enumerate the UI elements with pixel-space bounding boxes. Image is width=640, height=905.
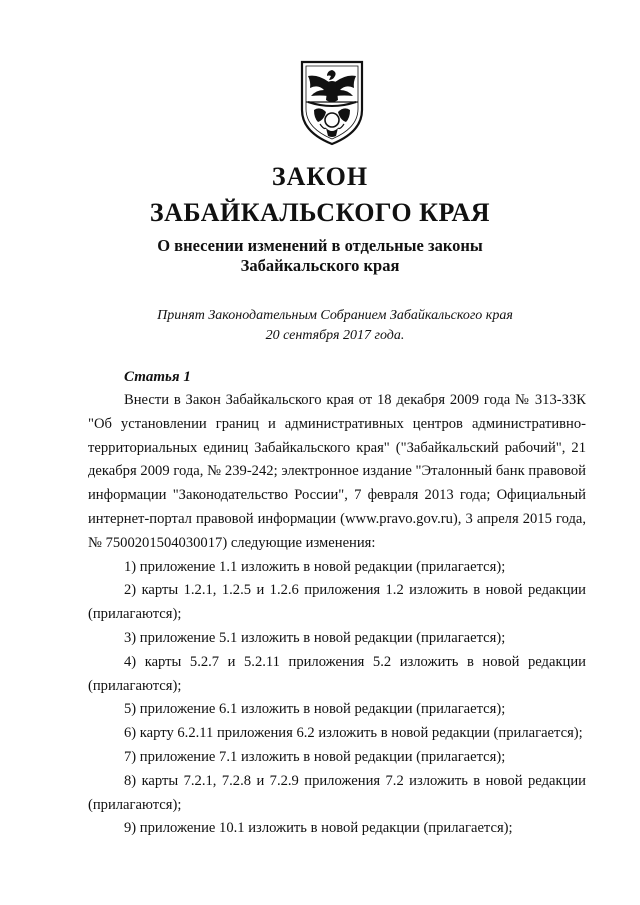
article-intro: Внести в Закон Забайкальского края от 18 декабря 2009 года № 313-ЗЗК "Об установлении границ и административных центров административно-территориальных единиц Забайкальского края" ("Забайкальский рабочий", 21 декабря 2009 года, № 239-242; электронное издание "Эталонный банк правовой информации "Законодательство России", 7 февраля 2013 года; Официальный интернет-портал правовой информации (www.pravo.gov.ru), 3 апреля 2015 года, № 7500201504030017) следующие изменения:: [88, 392, 586, 551]
law-title: ЗАКОН: [271, 162, 369, 191]
list-item: 1) приложение 1.1 изложить в новой редакции (прилагается);: [124, 558, 506, 575]
list-item: 4) карты 5.2.7 и 5.2.11 приложения 5.2 изложить в новой редакции (прилагаются);: [88, 653, 586, 694]
article-heading: Статья 1: [124, 369, 191, 385]
list-item: 5) приложение 6.1 изложить в новой редакции (прилагается);: [124, 701, 506, 718]
list-item: 6) карту 6.2.11 приложения 6.2 изложить в новой редакции (прилагается);: [124, 725, 583, 742]
list-item: 7) приложение 7.1 изложить в новой редакции (прилагается);: [124, 748, 506, 765]
adoption-line: Принят Законодательным Собранием Забайкальского края: [157, 308, 513, 323]
adoption-note: [0, 306, 640, 346]
list-item: 8) карты 7.2.1, 7.2.8 и 7.2.9 приложения 7.2 изложить в новой редакции (прилагаются);: [88, 772, 586, 813]
adoption-date: 20 сентября 2017 года.: [265, 328, 405, 343]
list-item: 2) карты 1.2.1, 1.2.5 и 1.2.6 приложения 1.2 изложить в новой редакции (прилагаются);: [88, 582, 586, 623]
list-item: 9) приложение 10.1 изложить в новой редакции (прилагается);: [124, 820, 513, 837]
article-body: [88, 389, 586, 841]
coat-of-arms-icon: [298, 58, 366, 146]
law-subtitle: [0, 236, 640, 276]
subtitle-line: О внесении изменений в отдельные законы: [157, 236, 483, 255]
law-region-title: ЗАБАЙКАЛЬСКОГО КРАЯ: [149, 198, 491, 227]
list-item: 3) приложение 5.1 изложить в новой редакции (прилагается);: [124, 629, 506, 646]
subtitle-line: Забайкальского края: [240, 256, 400, 275]
